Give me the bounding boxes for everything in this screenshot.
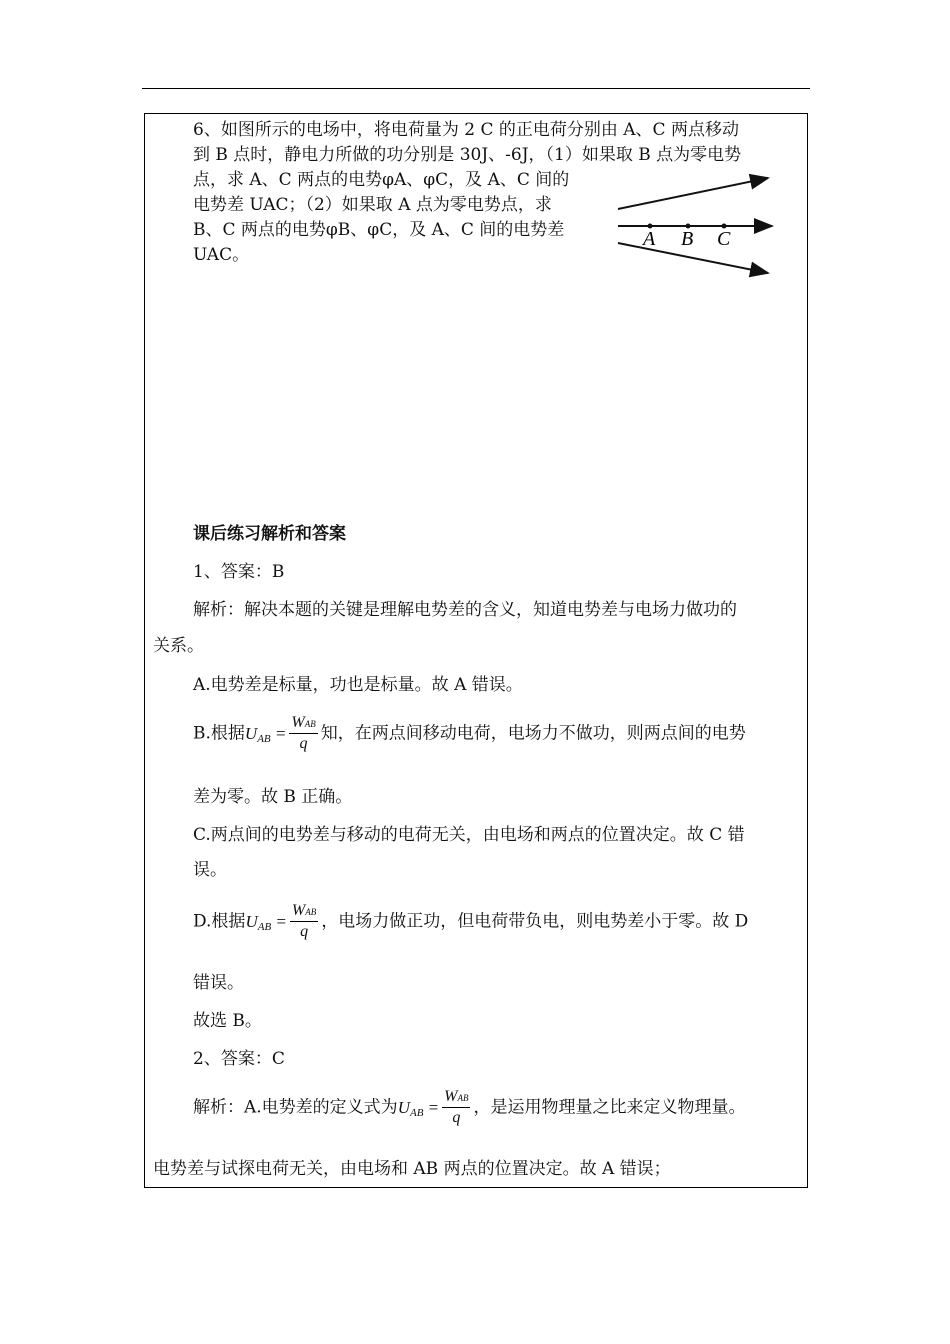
label-c: C [717, 228, 731, 250]
answer1-option-b-cont: 差为零。故 B 正确。 [193, 787, 353, 807]
formula-lhs-sub: AB [257, 732, 271, 745]
option-d-suffix: ，电场力做正功，但电荷带负电，则电势差小于零。故 D [321, 911, 749, 932]
formula-lhs: U [397, 1097, 410, 1117]
formula-den: q [299, 735, 308, 752]
option-d-prefix: D.根据 [193, 911, 246, 932]
answer1-option-d [193, 902, 748, 942]
answers-heading: 课后练习解析和答案 [193, 524, 346, 544]
formula-lhs: U [244, 723, 258, 743]
problem6-line2: 到 B 点时，静电力所做的功分别是 30J、-6J，（1）如果取 B 点为零电势 [193, 145, 742, 165]
problem6-line6: UAC。 [193, 245, 250, 265]
formula-lhs-sub: AB [409, 1106, 424, 1119]
formula-den: q [300, 923, 309, 940]
formula-num-sub: AB [457, 1093, 469, 1103]
answer1-option-c-line2: 误。 [193, 860, 227, 880]
answer2-prefix: 解析：A.电势差的定义式为 [193, 1097, 398, 1118]
formula-num: W [444, 1088, 458, 1105]
formula-num: W [291, 902, 306, 919]
answer1: 1、答案：B [193, 562, 285, 582]
option-b-prefix: B.根据 [193, 723, 245, 744]
header-rule [142, 88, 810, 89]
label-a: A [643, 228, 656, 250]
formula-lhs-sub: AB [257, 920, 272, 933]
answer2: 2、答案：C [193, 1049, 285, 1069]
formula-uab-2: $U_{AB}$ = [397, 1097, 440, 1119]
problem6-line4: 电势差 UAC；（2）如果取 A 点为零电势点，求 [193, 195, 552, 215]
problem6-line3: 点，求 A、C 两点的电势φA、φC，及 A、C 间的 [193, 170, 570, 190]
formula-fraction [289, 714, 317, 754]
answer1-analysis-line1: 解析：解决本题的关键是理解电势差的含义，知道电势差与电场力做功的 [193, 600, 737, 620]
problem6-line5: B、C 两点的电势φB、φC，及 A、C 间的电势差 [193, 220, 565, 240]
answer1-option-c-line1: C.两点间的电势差与移动的电荷无关，由电场和两点的位置决定。故 C 错 [193, 825, 745, 845]
label-b: B [681, 228, 694, 250]
formula-num-sub: AB [304, 719, 316, 729]
formula-uab: $U_{AB}$ = [244, 723, 287, 745]
answer1-option-a: A.电势差是标量，功也是标量。故 A 错误。 [193, 675, 523, 695]
answer1-conclusion: 故选 B。 [193, 1011, 262, 1031]
field-line-top [618, 178, 768, 209]
formula-fraction-2 [442, 1088, 470, 1128]
formula-den: q [452, 1109, 461, 1126]
electric-field-diagram [612, 163, 782, 279]
formula-lhs: U [245, 911, 258, 931]
answer2-analysis-cont: 电势差与试探电荷无关，由电场和 AB 两点的位置决定。故 A 错误； [153, 1159, 671, 1179]
problem6-line1: 6、如图所示的电场中，将电荷量为 2 C 的正电荷分别由 A、C 两点移动 [193, 120, 739, 140]
answer1-analysis-line2: 关系。 [153, 636, 204, 656]
answer1-option-b [193, 714, 746, 754]
formula-fraction-d [290, 902, 318, 942]
formula-num: W [291, 714, 305, 731]
answer2-analysis [193, 1088, 745, 1128]
formula-num-sub: AB [305, 907, 317, 917]
option-b-suffix: 知，在两点间移动电荷，电场力不做功，则两点间的电势 [320, 723, 746, 744]
formula-uab-d: $U_{AB}$ = [245, 911, 287, 933]
answer1-option-d-cont: 错误。 [193, 973, 244, 993]
answer2-suffix: ，是运用物理量之比来定义物理量。 [473, 1097, 746, 1118]
